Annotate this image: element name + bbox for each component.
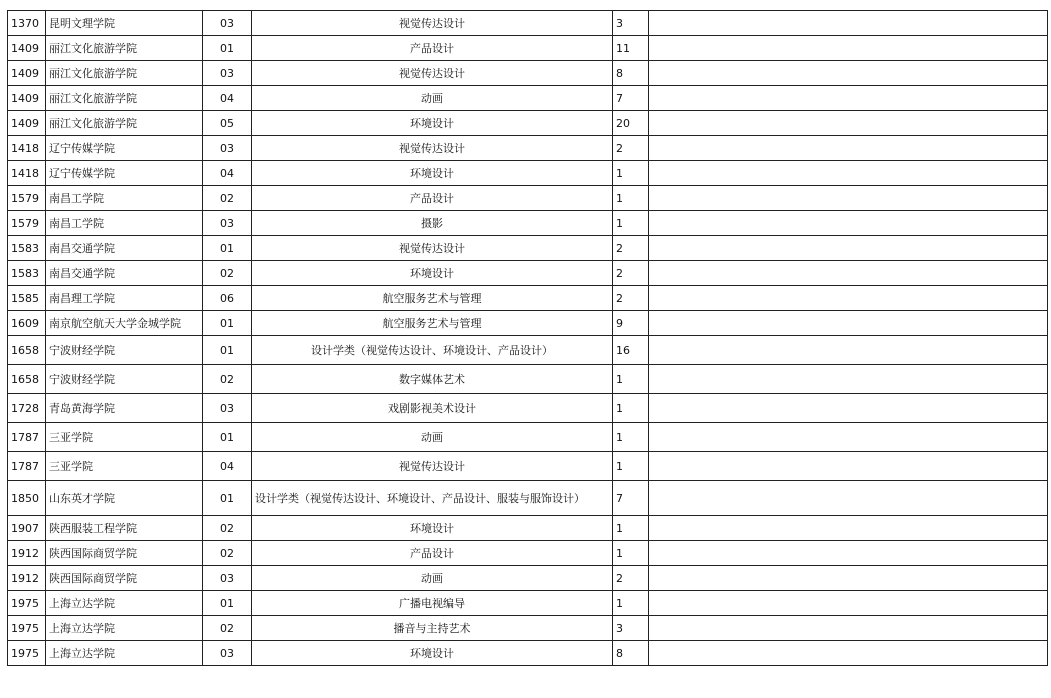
remark-cell	[649, 261, 1048, 286]
group-code-cell: 02	[203, 186, 252, 211]
table-row	[8, 36, 1048, 61]
group-code-cell: 02	[203, 616, 252, 641]
table-row	[8, 136, 1048, 161]
school-name-cell: 南昌理工学院	[46, 286, 203, 311]
group-code-cell: 03	[203, 11, 252, 36]
remark-cell	[649, 394, 1048, 423]
plan-count-cell: 2	[613, 236, 649, 261]
group-code-cell: 03	[203, 566, 252, 591]
school-code-cell: 1912	[8, 541, 46, 566]
plan-count-cell: 1	[613, 161, 649, 186]
major-name-cell: 产品设计	[252, 36, 613, 61]
school-code-cell: 1975	[8, 616, 46, 641]
group-code-cell: 05	[203, 111, 252, 136]
plan-count-cell: 16	[613, 336, 649, 365]
remark-cell	[649, 566, 1048, 591]
major-name-cell: 摄影	[252, 211, 613, 236]
group-code-cell: 04	[203, 86, 252, 111]
plan-count-cell: 3	[613, 616, 649, 641]
major-name-cell: 环境设计	[252, 516, 613, 541]
school-code-cell: 1579	[8, 186, 46, 211]
school-code-cell: 1579	[8, 211, 46, 236]
table-row	[8, 423, 1048, 452]
major-name-cell: 环境设计	[252, 111, 613, 136]
table-row	[8, 61, 1048, 86]
school-name-cell: 上海立达学院	[46, 591, 203, 616]
table-row	[8, 566, 1048, 591]
school-code-cell: 1907	[8, 516, 46, 541]
table-row	[8, 186, 1048, 211]
school-name-cell: 山东英才学院	[46, 481, 203, 516]
plan-count-cell: 1	[613, 186, 649, 211]
table-row	[8, 516, 1048, 541]
major-name-cell: 播音与主持艺术	[252, 616, 613, 641]
table-row	[8, 311, 1048, 336]
major-name-cell: 动画	[252, 566, 613, 591]
school-name-cell: 南京航空航天大学金城学院	[46, 311, 203, 336]
school-name-cell: 昆明文理学院	[46, 11, 203, 36]
school-name-cell: 辽宁传媒学院	[46, 161, 203, 186]
major-name-cell: 产品设计	[252, 186, 613, 211]
remark-cell	[649, 541, 1048, 566]
group-code-cell: 02	[203, 261, 252, 286]
plan-count-cell: 1	[613, 365, 649, 394]
group-code-cell: 06	[203, 286, 252, 311]
school-name-cell: 陕西服装工程学院	[46, 516, 203, 541]
school-name-cell: 青岛黄海学院	[46, 394, 203, 423]
school-code-cell: 1787	[8, 452, 46, 481]
group-code-cell: 01	[203, 591, 252, 616]
group-code-cell: 04	[203, 452, 252, 481]
school-name-cell: 南昌交通学院	[46, 261, 203, 286]
group-code-cell: 01	[203, 336, 252, 365]
major-name-cell: 航空服务艺术与管理	[252, 286, 613, 311]
school-name-cell: 陕西国际商贸学院	[46, 566, 203, 591]
group-code-cell: 03	[203, 61, 252, 86]
table-row	[8, 641, 1048, 666]
group-code-cell: 03	[203, 394, 252, 423]
plan-count-cell: 9	[613, 311, 649, 336]
plan-count-cell: 8	[613, 61, 649, 86]
major-name-cell: 环境设计	[252, 161, 613, 186]
plan-count-cell: 2	[613, 136, 649, 161]
school-code-cell: 1585	[8, 286, 46, 311]
group-code-cell: 01	[203, 423, 252, 452]
plan-count-cell: 1	[613, 516, 649, 541]
school-name-cell: 宁波财经学院	[46, 336, 203, 365]
remark-cell	[649, 161, 1048, 186]
remark-cell	[649, 423, 1048, 452]
school-name-cell: 丽江文化旅游学院	[46, 86, 203, 111]
remark-cell	[649, 136, 1048, 161]
school-name-cell: 丽江文化旅游学院	[46, 111, 203, 136]
school-code-cell: 1409	[8, 86, 46, 111]
group-code-cell: 02	[203, 541, 252, 566]
school-code-cell: 1409	[8, 111, 46, 136]
table-row	[8, 111, 1048, 136]
plan-count-cell: 1	[613, 423, 649, 452]
school-name-cell: 南昌工学院	[46, 186, 203, 211]
remark-cell	[649, 365, 1048, 394]
school-name-cell: 丽江文化旅游学院	[46, 61, 203, 86]
remark-cell	[649, 641, 1048, 666]
major-name-cell: 航空服务艺术与管理	[252, 311, 613, 336]
group-code-cell: 02	[203, 365, 252, 394]
school-name-cell: 上海立达学院	[46, 641, 203, 666]
group-code-cell: 01	[203, 481, 252, 516]
table-row	[8, 541, 1048, 566]
school-name-cell: 上海立达学院	[46, 616, 203, 641]
school-name-cell: 丽江文化旅游学院	[46, 36, 203, 61]
plan-count-cell: 20	[613, 111, 649, 136]
table-row	[8, 452, 1048, 481]
major-name-cell: 动画	[252, 86, 613, 111]
plan-count-cell: 7	[613, 481, 649, 516]
remark-cell	[649, 616, 1048, 641]
group-code-cell: 01	[203, 236, 252, 261]
plan-count-cell: 1	[613, 394, 649, 423]
school-code-cell: 1658	[8, 336, 46, 365]
group-code-cell: 01	[203, 311, 252, 336]
remark-cell	[649, 236, 1048, 261]
plan-count-cell: 2	[613, 286, 649, 311]
school-code-cell: 1418	[8, 161, 46, 186]
major-name-cell: 环境设计	[252, 261, 613, 286]
school-name-cell: 南昌工学院	[46, 211, 203, 236]
plan-count-cell: 2	[613, 261, 649, 286]
table-row	[8, 616, 1048, 641]
remark-cell	[649, 111, 1048, 136]
group-code-cell: 04	[203, 161, 252, 186]
plan-count-cell: 1	[613, 541, 649, 566]
remark-cell	[649, 211, 1048, 236]
school-code-cell: 1583	[8, 261, 46, 286]
plan-count-cell: 7	[613, 86, 649, 111]
school-code-cell: 1912	[8, 566, 46, 591]
plan-count-cell: 11	[613, 36, 649, 61]
table-row	[8, 591, 1048, 616]
table-row	[8, 365, 1048, 394]
plan-count-cell: 2	[613, 566, 649, 591]
remark-cell	[649, 36, 1048, 61]
group-code-cell: 03	[203, 211, 252, 236]
remark-cell	[649, 86, 1048, 111]
school-code-cell: 1728	[8, 394, 46, 423]
remark-cell	[649, 452, 1048, 481]
plan-count-cell: 1	[613, 452, 649, 481]
table-row	[8, 261, 1048, 286]
major-name-cell: 戏剧影视美术设计	[252, 394, 613, 423]
remark-cell	[649, 336, 1048, 365]
school-code-cell: 1609	[8, 311, 46, 336]
remark-cell	[649, 11, 1048, 36]
school-code-cell: 1850	[8, 481, 46, 516]
school-code-cell: 1409	[8, 36, 46, 61]
group-code-cell: 03	[203, 641, 252, 666]
table-row	[8, 11, 1048, 36]
table-row	[8, 236, 1048, 261]
school-name-cell: 宁波财经学院	[46, 365, 203, 394]
major-name-cell: 视觉传达设计	[252, 61, 613, 86]
major-name-cell: 数字媒体艺术	[252, 365, 613, 394]
major-name-cell: 广播电视编导	[252, 591, 613, 616]
table-row	[8, 481, 1048, 516]
table-row	[8, 86, 1048, 111]
table-body	[8, 11, 1048, 666]
school-code-cell: 1975	[8, 591, 46, 616]
admissions-table	[7, 10, 1048, 666]
table-row	[8, 211, 1048, 236]
school-name-cell: 陕西国际商贸学院	[46, 541, 203, 566]
remark-cell	[649, 186, 1048, 211]
plan-count-cell: 1	[613, 591, 649, 616]
school-code-cell: 1418	[8, 136, 46, 161]
school-code-cell: 1370	[8, 11, 46, 36]
school-code-cell: 1409	[8, 61, 46, 86]
remark-cell	[649, 516, 1048, 541]
school-name-cell: 三亚学院	[46, 423, 203, 452]
major-name-cell: 产品设计	[252, 541, 613, 566]
remark-cell	[649, 481, 1048, 516]
major-name-cell: 视觉传达设计	[252, 11, 613, 36]
remark-cell	[649, 591, 1048, 616]
major-name-cell: 动画	[252, 423, 613, 452]
school-code-cell: 1975	[8, 641, 46, 666]
table-row	[8, 286, 1048, 311]
table-row	[8, 394, 1048, 423]
group-code-cell: 03	[203, 136, 252, 161]
plan-count-cell: 3	[613, 11, 649, 36]
school-name-cell: 辽宁传媒学院	[46, 136, 203, 161]
group-code-cell: 01	[203, 36, 252, 61]
school-name-cell: 三亚学院	[46, 452, 203, 481]
major-name-cell: 环境设计	[252, 641, 613, 666]
remark-cell	[649, 286, 1048, 311]
table-row	[8, 336, 1048, 365]
major-name-cell: 设计学类（视觉传达设计、环境设计、产品设计、服装与服饰设计）	[252, 481, 613, 516]
remark-cell	[649, 311, 1048, 336]
school-name-cell: 南昌交通学院	[46, 236, 203, 261]
major-name-cell: 视觉传达设计	[252, 452, 613, 481]
plan-count-cell: 1	[613, 211, 649, 236]
remark-cell	[649, 61, 1048, 86]
major-name-cell: 视觉传达设计	[252, 236, 613, 261]
school-code-cell: 1787	[8, 423, 46, 452]
school-code-cell: 1583	[8, 236, 46, 261]
school-code-cell: 1658	[8, 365, 46, 394]
plan-count-cell: 8	[613, 641, 649, 666]
group-code-cell: 02	[203, 516, 252, 541]
major-name-cell: 视觉传达设计	[252, 136, 613, 161]
table-row	[8, 161, 1048, 186]
major-name-cell: 设计学类（视觉传达设计、环境设计、产品设计）	[252, 336, 613, 365]
